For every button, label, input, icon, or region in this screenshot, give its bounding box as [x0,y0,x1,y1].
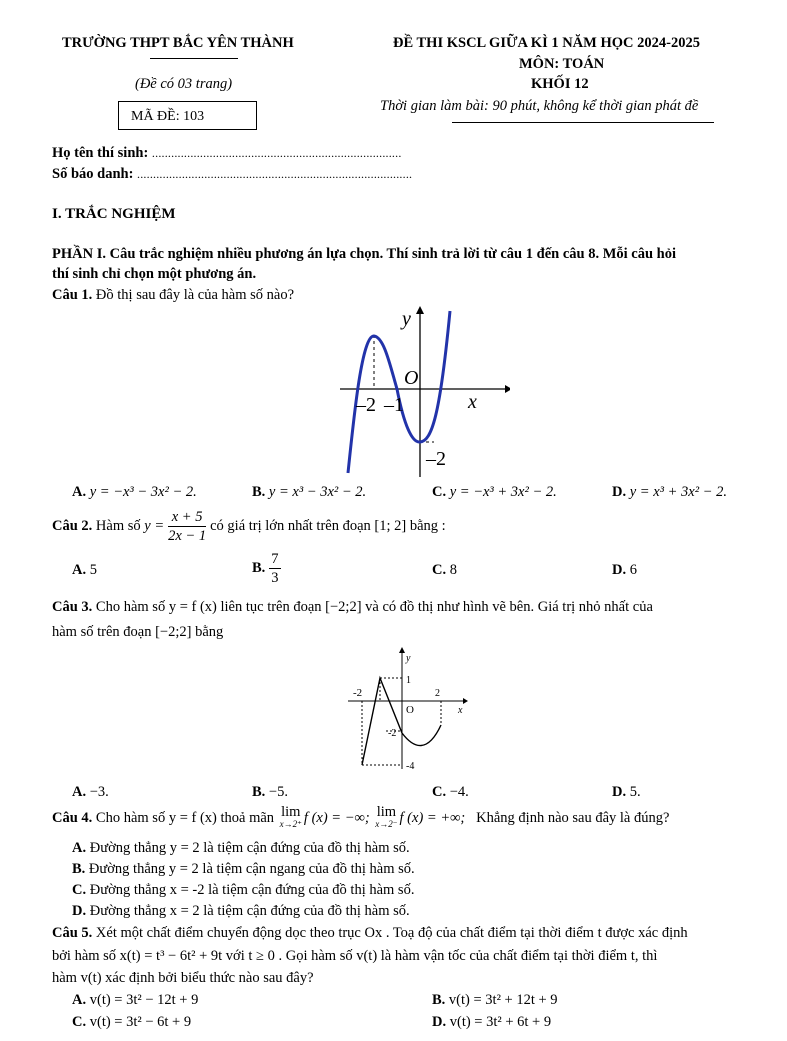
q3-graph-tick-y-minus4: -4 [406,761,415,772]
student-id-row [52,166,412,183]
pages-note: (Đề có 03 trang) [135,76,233,92]
student-name-label: Họ tên thí sinh: [52,145,149,161]
student-id-field[interactable]: ...................................................................................... [137,167,413,181]
subject: MÔN: TOÁN [519,56,605,72]
q2-post: bằng : [409,518,446,534]
q1-graph-origin: O [404,367,419,389]
q3-graph-y-label: y [406,653,411,664]
q2-fraction: $\frac{x + 5}{2x - 1}$ [168,509,207,544]
q4-option-a[interactable]: A. Đường thẳng y = 2 là tiệm cận đứng của đồ thị hàm số. [72,840,410,856]
q3-graph-tick-2: 2 [435,688,440,699]
q3-stem-line2: hàm số trên đoạn [−2;2] bằng [52,624,224,640]
q5-option-c[interactable]: C. v(t) = 3t² − 6t + 9 [72,1014,192,1030]
q1-graph [320,305,510,480]
section-title: I. TRẮC NGHIỆM [52,206,176,222]
student-name-row [52,145,402,162]
q1-option-a[interactable]: A. y = −x³ − 3x² − 2. [72,484,197,500]
school-name: TRƯỜNG THPT BẮC YÊN THÀNH [62,35,294,51]
q5-stem-line2: bởi hàm số x(t) = t³ − 6t² + 9t với t ≥ 0 . Gọi hàm số v(t) là hàm vận tốc của chất điểm tại thời điểm t, thì [52,948,658,964]
part-intro-line2: thí sinh chỉ chọn một phương án. [52,266,257,282]
q2-option-d[interactable]: D. 6 [612,562,637,578]
q5-option-a[interactable]: A. v(t) = 3t² − 12t + 9 [72,992,199,1008]
q1-option-d[interactable]: D. y = x³ + 3x² − 2. [612,484,727,500]
q5-option-b[interactable]: B. v(t) = 3t² + 12t + 9 [432,992,558,1008]
q1-option-b[interactable]: B. y = x³ − 3x² − 2. [252,484,367,500]
q5-option-d[interactable]: D. v(t) = 3t² + 6t + 9 [432,1014,552,1030]
q4-stem: Câu 4. Cho hàm số y = f (x) thoả mãn lim x→2⁺ f (x) = −∞; lim x→2⁻ f (x) = +∞; Khẳng định nào sau đây là đúng? [52,804,670,829]
q4-limit-1: lim x→2⁺ [279,804,302,829]
q3-graph-x-label: x [458,705,463,716]
q2-mid: có giá trị lớn nhất trên đoạn [210,518,371,534]
q5-stem-line3: hàm v(t) xác định bởi biểu thức nào sau đây? [52,970,314,986]
q2-y-eq: y = [144,518,165,534]
q1-option-c[interactable]: C. y = −x³ + 3x² − 2. [432,484,557,500]
exam-code: MÃ ĐỀ: 103 [131,109,205,124]
exam-code-box [118,101,257,130]
exam-title: ĐỀ THI KSCL GIỮA KÌ 1 NĂM HỌC 2024-2025 [393,35,700,51]
q3-option-d[interactable]: D. 5. [612,784,641,800]
q1-graph-y-label: y [402,308,411,330]
q1-stem [52,287,294,304]
q3-graph-origin: O [406,704,414,716]
q1-label: Câu 1. [52,287,93,303]
q3-option-c[interactable]: C. −4. [432,784,469,800]
student-name-field[interactable]: .............................................................................. [151,146,402,160]
q4-limit-2: lim x→2⁻ [375,804,398,829]
q3-stem-line1: Câu 3. Cho hàm số y = f (x) liên tục trên đoạn [−2;2] và có đồ thị như hình vẽ bên. Giá trị nhỏ nhất của [52,599,653,615]
grade: KHỐI 12 [531,76,589,92]
q4-option-d[interactable]: D. Đường thẳng x = 2 là tiệm cận đứng của đồ thị hàm số. [72,903,410,919]
q2-option-b[interactable]: B. $\frac{7}{3}$ [252,551,279,586]
q2-option-a[interactable]: A. 5 [72,562,97,578]
q2-stem [52,508,446,545]
q2-label: Câu 2. [52,518,93,534]
part-intro-line1: PHẦN I. Câu trắc nghiệm nhiều phương án lựa chọn. Thí sinh trả lời từ câu 1 đến câu 8. Mỗi câu hỏi [52,246,676,262]
q3-graph-tick-1: 1 [406,675,411,686]
time-underline [452,122,714,123]
q3-graph-tick-x-minus2: -2 [353,687,363,699]
q4-option-b[interactable]: B. Đường thẳng y = 2 là tiệm cận ngang của đồ thị hàm số. [72,861,415,877]
q2-pre: Hàm số [95,518,141,534]
q1-text: Đồ thị sau đây là của hàm số nào? [95,287,295,303]
q3-option-a[interactable]: A. −3. [72,784,109,800]
q3-graph-tick-y-minus2: -2 [388,728,397,739]
q1-graph-x-label: x [468,391,477,413]
q1-graph-tick-y-minus2: –2 [426,448,446,470]
q1-graph-tick-minus2: –2 [356,394,376,416]
student-id-label: Số báo danh: [52,166,134,182]
q3-graph [340,645,470,773]
q4-option-c[interactable]: C. Đường thẳng x = -2 là tiệm cận đứng của đồ thị hàm số. [72,882,415,898]
q1-graph-tick-minus1: –1 [384,394,404,416]
q5-stem-line1: Câu 5. Xét một chất điểm chuyển động dọc theo trục Ox . Toạ độ của chất điểm tại thời điểm t được xác định [52,925,688,941]
q2-option-c[interactable]: C. 8 [432,562,457,578]
q2-interval: [1; 2] [374,518,407,534]
q3-option-b[interactable]: B. −5. [252,784,288,800]
time-note: Thời gian làm bài: 90 phút, không kể thời gian phát đề [380,98,699,114]
school-underline [150,58,238,59]
